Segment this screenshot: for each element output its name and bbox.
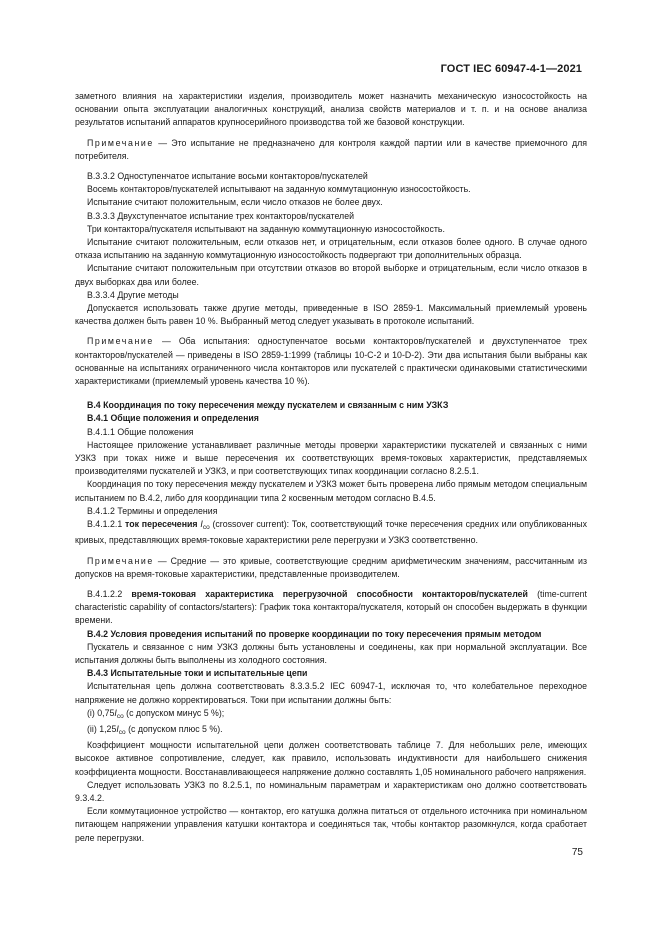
subscript: co [118, 728, 126, 736]
symbol: I [114, 707, 117, 718]
section-heading: В.4.3 Испытательные токи и испытательные цепи [87, 668, 308, 679]
paragraph: Допускается использовать также другие методы, приведенные в ISO 2859-1. Максимальный приемлемый уровень качества должен быть равен 10 %. Выбранный метод следует указывать в протоколе испытаний. [75, 303, 587, 327]
paragraph: Испытание считают положительным, если отказов нет, и отрицательным, если отказов более одного. В случае одного отказа испытанию на заданную коммутационную износостойкость подвергают три дополнительных образца. [75, 237, 587, 261]
list-item [75, 707, 587, 723]
definition [75, 588, 587, 628]
paragraph: Испытание считают положительным при отсутствии отказов во второй выборке и отрицательным, если число отказов в двух выборках два или более. [75, 263, 587, 287]
definition-term: ток пересечения [125, 519, 198, 530]
note-label: Примечание [87, 137, 154, 148]
paragraph: Восемь контакторов/пускателей испытывают на заданную коммутационную износостойкость. [87, 184, 471, 195]
definition-text: (time-current characteristic capability of contactors/starters): График тока контактора/пускателя, который он способен выдержать в функции времени. [75, 588, 587, 626]
subscript: co [116, 712, 124, 720]
section-heading: В.4.2 Условия проведения испытаний по проверке координации по току пересечения прямым методом [87, 628, 542, 639]
note [75, 335, 587, 388]
section-heading: В.4 Координация по току пересечения между пускателем и связанным с ним УЗКЗ [87, 400, 449, 411]
list-item-text: (с допуском плюс 5 %). [125, 723, 223, 734]
paragraph: Если коммутационное устройство — контактор, его катушка должна питаться от отдельного источника при номинальном питающем напряжении управления катушки контактора и соединяться так, чтобы контактор разомкнулся, когда сработает реле перегрузки. [75, 806, 587, 843]
definition-term: время-токовая характеристика перегрузочной способности контакторов/пускателей [131, 588, 528, 599]
paragraph: Настоящее приложение устанавливает различные методы проверки характеристики пускателей и связанных с ними УЗКЗ при токах ниже и выше пересечения их соответствующих время-токовых характеристик, представляемых производителями пускателей и УЗКЗ, и при соответствующих типах координации согласно 8.2.5.1. [75, 439, 587, 477]
definition [75, 518, 587, 547]
section-heading: В.4.1.1 Общие положения [87, 426, 194, 437]
paragraph: Испытание считают положительным, если число отказов не более двух. [87, 197, 383, 208]
paragraph: Координация по току пересечения между пускателем и УЗКЗ может быть проверена либо прямым методом специальным испытанием по В.4.2, либо для координации типа 2 косвенным методом согласно В.4.5. [75, 479, 587, 503]
definition-number: В.4.1.2.2 [87, 588, 132, 599]
symbol: I [200, 519, 203, 530]
paragraph: Следует использовать УЗКЗ по 8.2.5.1, по номинальным параметрам и характеристикам оно должно соответствовать 9.3.4.2. [75, 779, 587, 803]
note-text: — Это испытание не предназначено для контроля каждой партии или в качестве приемочного для потребителя. [75, 137, 587, 161]
section-heading: В.4.1 Общие положения и определения [87, 413, 259, 424]
section-heading: В.4.1.2 Термины и определения [87, 505, 218, 516]
paragraph: Пускатель и связанное с ним УЗКЗ должны быть установлены и соединены, как при нормальной эксплуатации. Все испытания должны быть выполнены из холодного состояния. [75, 641, 587, 665]
section-heading: В.3.3.4 Другие методы [87, 289, 179, 300]
list-item-prefix: (ii) 1,25 [87, 723, 117, 734]
note [75, 555, 587, 581]
definition-number: В.4.1.2.1 [87, 519, 126, 530]
symbol: I [116, 723, 119, 734]
document-header: ГОСТ IEC 60947-4-1—2021 [440, 63, 582, 75]
list-item-text: (с допуском минус 5 %); [123, 707, 225, 718]
paragraph: Испытательная цепь должна соответствовать 8.3.3.5.2 IEC 60947-1, исключая то, что колебательное переходное напряжение не должно корректироваться. Токи при испытании должны быть: [75, 681, 587, 705]
section-heading: В.3.3.2 Одноступенчатое испытание восьми контакторов/пускателей [87, 171, 368, 182]
paragraph: Три контактора/пускателя испытывают на заданную коммутационную износостойкость. [87, 223, 445, 234]
note [75, 137, 587, 163]
page-number: 75 [571, 847, 583, 858]
note-text: — Оба испытания: одноступенчатое восьми контакторов/пускателей и двухступенчатое трех контакторов/пускателей — приведены в ISO 2859-1:1999 (таблицы 10-С-2 и 10-D-2). Эти два испытания были выбраны как основанные на испытаниях ограниченного числа контакторов или пускателей с практически одинаковыми статистическими характеристиками (приемлемый уровень качества 10 %). [75, 336, 587, 387]
definition-text: (crossover current): Ток, соответствующий точке пересечения средних или опубликованных кривых, представляющих время-токовые характеристики реле перегрузки и УЗКЗ соответственно. [75, 519, 587, 546]
note-label: Примечание [87, 555, 154, 566]
list-item-prefix: (i) 0,75 [87, 707, 115, 718]
section-heading: В.3.3.3 Двухступенчатое испытание трех контакторов/пускателей [87, 210, 354, 221]
paragraph: заметного влияния на характеристики изделия, производитель может назначить механическую износостойкость на основании опыта эксплуатации аналогичных конструкций, анализа свойств материалов и т. п. и на основе анализа результатов испытаний аппаратов крупносерийного производства той же базовой конструкции. [75, 91, 587, 128]
document-body [75, 90, 587, 845]
subscript: co [202, 524, 210, 532]
list-item [75, 723, 587, 739]
note-label: Примечание [87, 336, 154, 347]
paragraph: Коэффициент мощности испытательной цепи должен соответствовать таблице 7. Для небольших реле, имеющих высокое активное сопротивление, следует, как правило, использовать индуктивности для наибольшего снижения коэффициента мощности. Восстанавливающееся напряжение должно составлять 1,05 номинального рабочего напряжения. [75, 740, 587, 777]
note-text: — Средние — это кривые, соответствующие средним арифметическим значениям, рассчитанным из допусков на время-токовые характеристики, представленные производителем. [75, 555, 587, 579]
